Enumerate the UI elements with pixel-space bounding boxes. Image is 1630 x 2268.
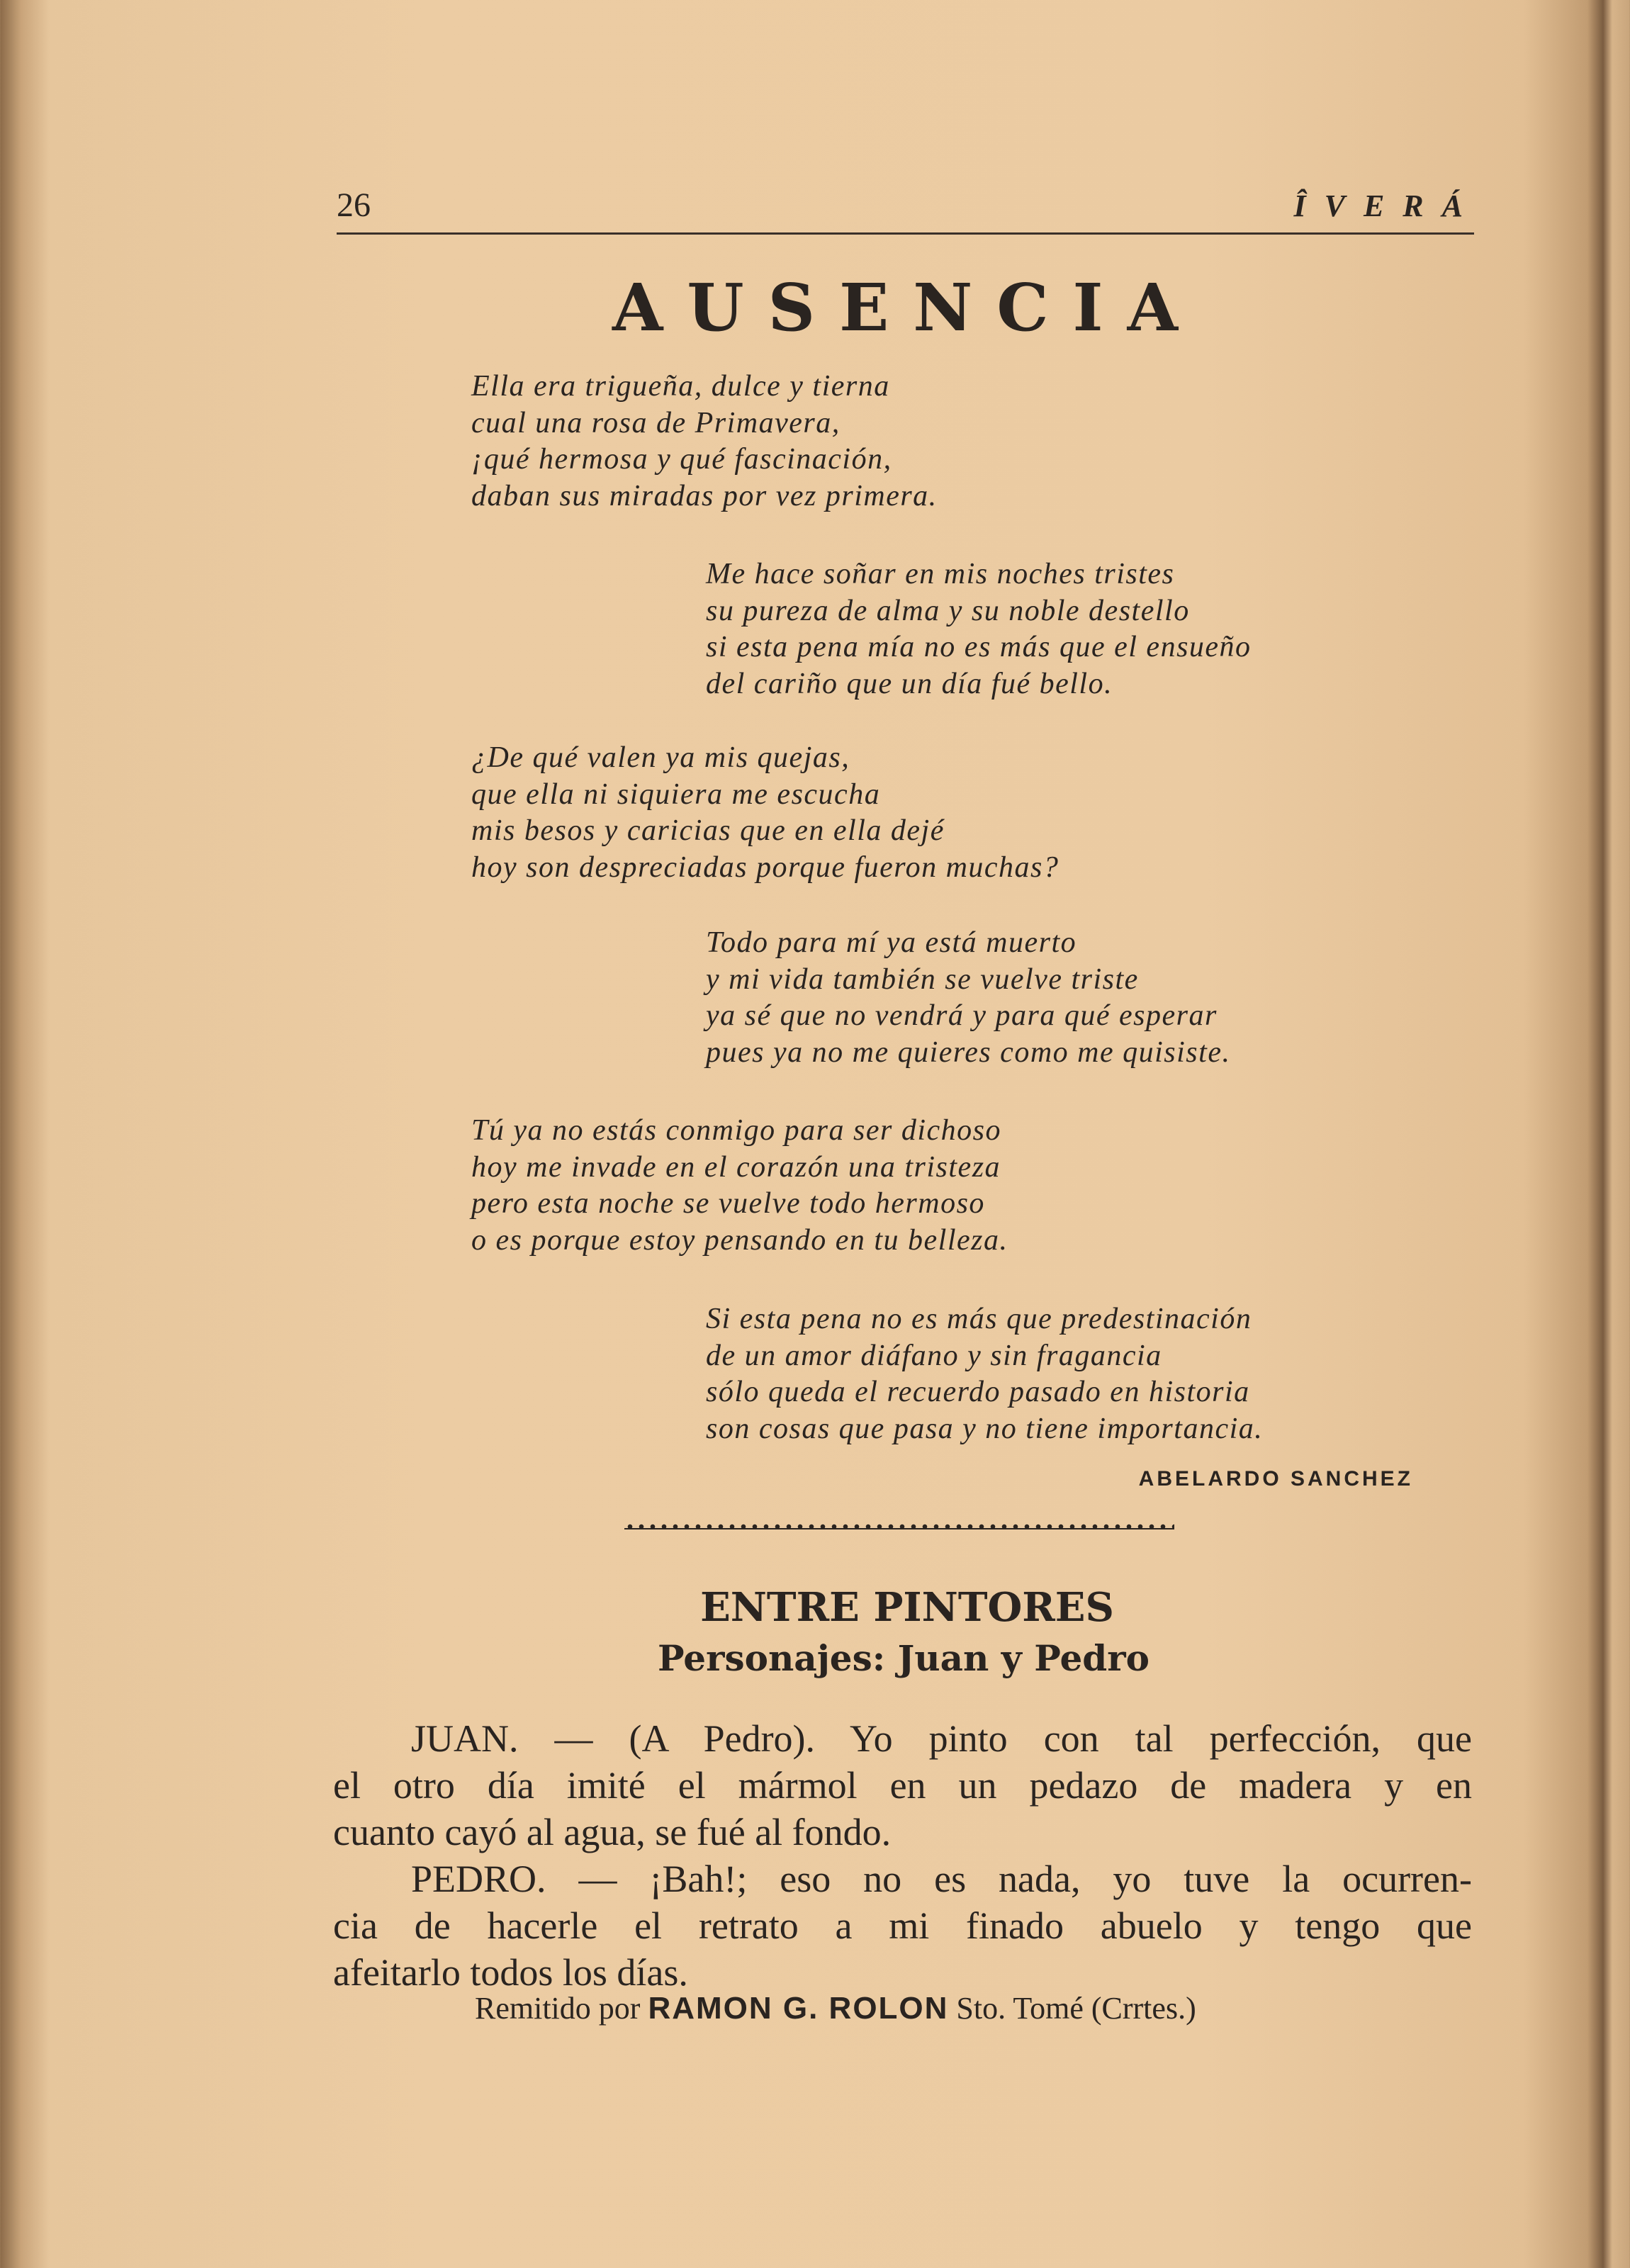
verse: si esta pena mía no es más que el ensueño [706, 631, 1252, 663]
verse: ¿De qué valen ya mis quejas, [471, 741, 850, 774]
verse: ¡qué hermosa y qué fascinación, [471, 443, 892, 476]
poem-title: AUSENCIA [612, 269, 1202, 346]
verse: Si esta pena no es más que predestinación [706, 1303, 1252, 1335]
verse: o es porque estoy pensando en tu belleza. [471, 1223, 1008, 1257]
article-title: ENTRE PINTORES [700, 1584, 1114, 1631]
article-credit [475, 1990, 1196, 2026]
prose-line: JUAN. — (A Pedro). Yo pinto con tal perfección, que [411, 1717, 1472, 1760]
verse: Ella era trigueña, dulce y tierna [471, 370, 890, 403]
poem-author: ABELARDO SANCHEZ [1138, 1467, 1413, 1491]
verse: sólo queda el recuerdo pasado en historia [706, 1376, 1250, 1408]
verse: su pureza de alma y su noble destello [706, 594, 1190, 627]
verse: Tú ya no estás conmigo para ser dichoso [471, 1114, 1001, 1147]
verse: hoy son despreciadas porque fueron muchas? [471, 850, 1060, 884]
article-subtitle: Personajes: Juan y Pedro [658, 1637, 1150, 1679]
prose-line: el otro día imité el mármol en un pedazo de madera y en [333, 1764, 1472, 1807]
stanza-3 [471, 740, 1059, 886]
verse: del cariño que un día fué bello. [706, 667, 1113, 700]
verse: pues ya no me quieres como me quisiste. [706, 1035, 1231, 1069]
running-title: ÎVERÁ [1293, 189, 1481, 223]
prose-line: cuanto cayó al agua, se fué al fondo. [333, 1811, 892, 1853]
credit-prefix: Remitido por [475, 1991, 641, 2026]
verse: Me hace soñar en mis noches tristes [706, 558, 1175, 590]
header-rule [337, 232, 1474, 235]
verse: que ella ni siquiera me escucha [471, 777, 881, 811]
verse: y mi vida también se vuelve triste [706, 962, 1139, 996]
verse: Todo para mí ya está muerto [706, 926, 1077, 959]
verse: daban sus miradas por vez primera. [471, 479, 938, 512]
credit-place: Sto. Tomé (Crrtes.) [956, 1991, 1196, 2026]
prose-line: afeitarlo todos los días. [333, 1951, 688, 1994]
credit-name: RAMON G. ROLON [648, 1991, 949, 2026]
prose-line: cia de hacerle el retrato a mi finado abuelo y tengo que [333, 1904, 1472, 1947]
article-body [333, 1715, 1472, 1996]
stanza-2 [706, 556, 1252, 702]
verse: son cosas que pasa y no tiene importancia. [706, 1412, 1264, 1445]
stanza-1 [471, 369, 938, 515]
page-number: 26 [337, 186, 371, 224]
dotted-divider [624, 1524, 1174, 1529]
stanza-6 [706, 1301, 1263, 1447]
prose-line: PEDRO. — ¡Bah!; eso no es nada, yo tuve la ocurren- [411, 1858, 1472, 1900]
stanza-4 [706, 925, 1230, 1071]
verse: de un amor diáfano y sin fragancia [706, 1339, 1162, 1372]
verse: pero esta noche se vuelve todo hermoso [471, 1187, 985, 1220]
verse: hoy me invade en el corazón una tristeza [471, 1150, 1001, 1184]
verse: cual una rosa de Primavera, [471, 406, 841, 439]
verse: ya sé que no vendrá y para qué esperar [706, 999, 1218, 1032]
verse: mis besos y caricias que en ella dejé [471, 814, 945, 847]
stanza-5 [471, 1113, 1008, 1259]
